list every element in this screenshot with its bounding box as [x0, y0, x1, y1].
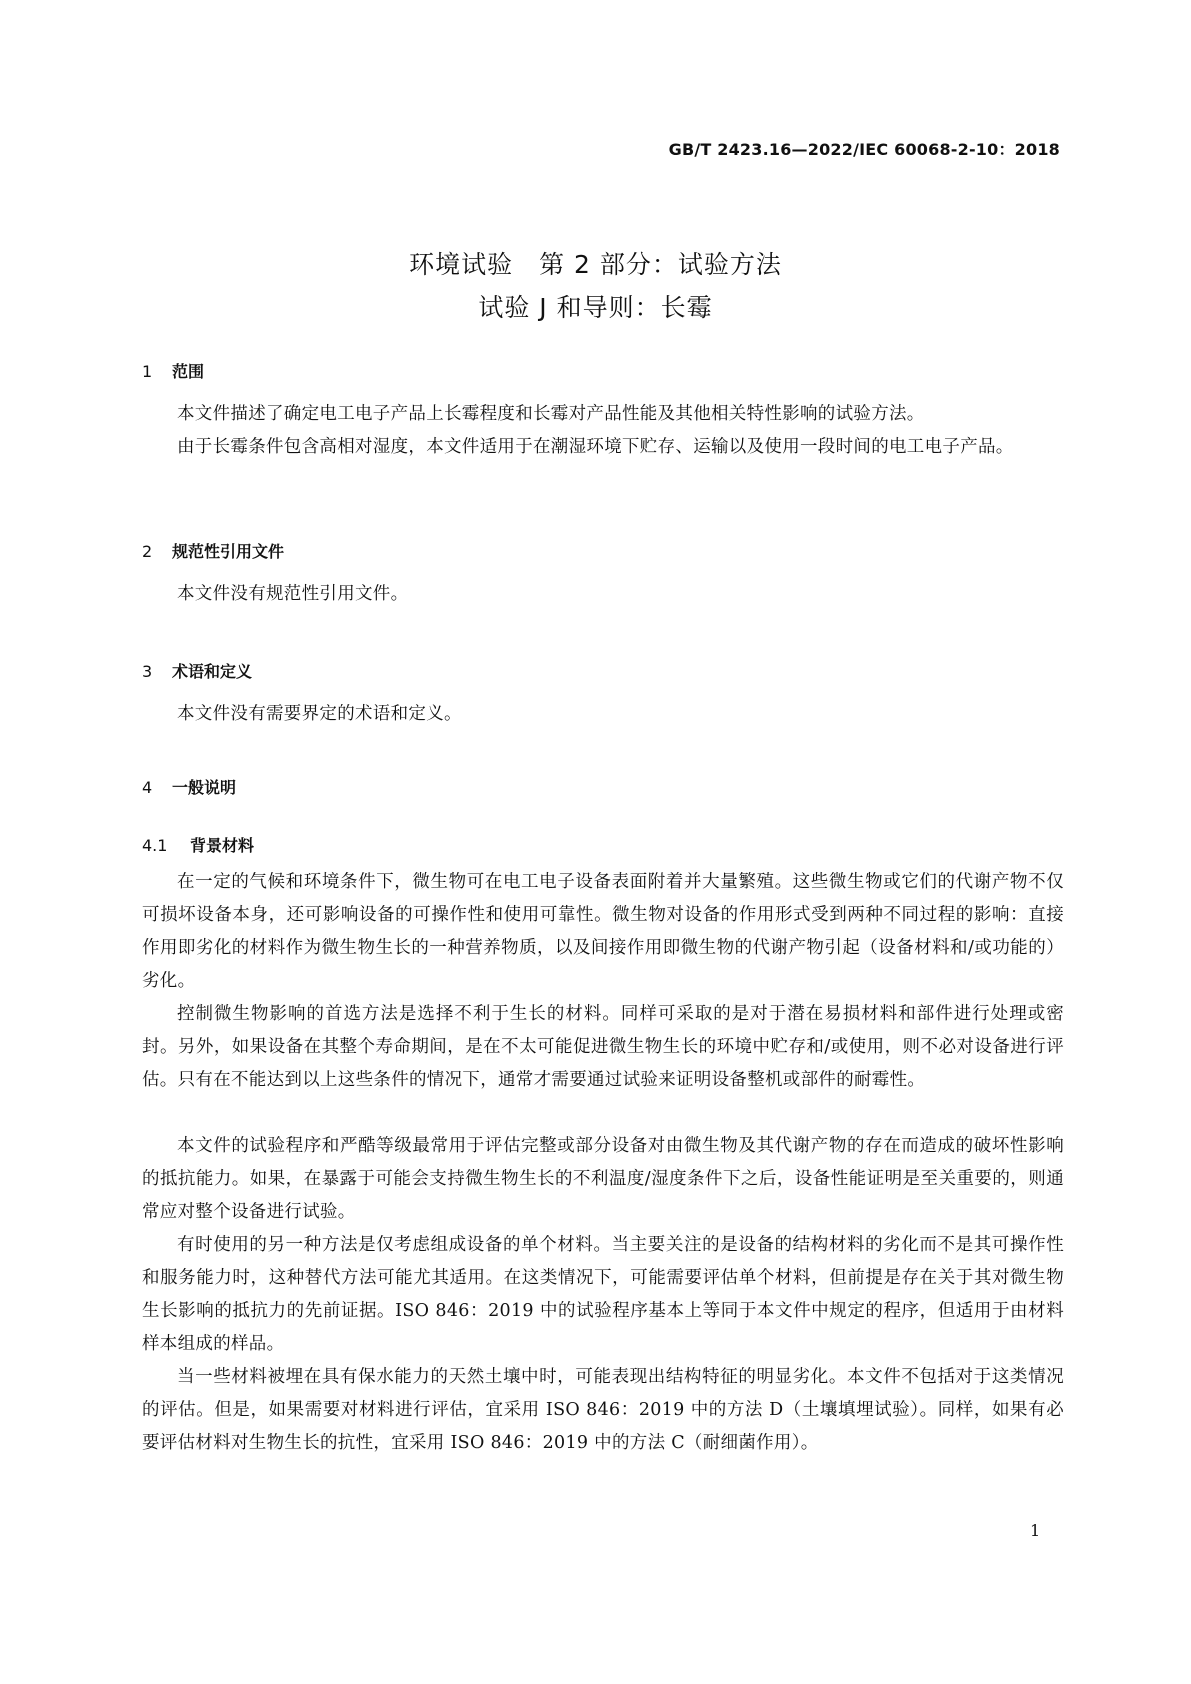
paragraph: 本文件描述了确定电工电子产品上长霉程度和长霉对产品性能及其他相关特性影响的试验方法。 [177, 404, 925, 424]
paragraph: 当一些材料被埋在具有保水能力的天然土壤中时，可能表现出结构特征的明显劣化。本文件不包括对于这类情况的评估。但是，如果需要对材料进行评估，宜采用 ISO 846：2019 中的方法 D（土壤填埋试验）。同样，如果有必要评估材料对生物生长的抗性，宜采用 ISO 846：2019 中的方法 C（耐细菌作用）。 [142, 1367, 1064, 1453]
section-title: 术语和定义 [172, 662, 253, 681]
standard-number-header: GB/T 2423.16—2022/IEC 60068-2-10：2018 [668, 140, 1060, 159]
section-title: 背景材料 [190, 836, 255, 855]
document-title-line-2: 试验 J 和导则：长霉 [478, 293, 713, 322]
page-number: 1 [1030, 1521, 1041, 1540]
section-title: 一般说明 [172, 778, 237, 797]
paragraph: 由于长霉条件包含高相对湿度，本文件适用于在潮湿环境下贮存、运输以及使用一段时间的电工电子产品。 [177, 437, 1014, 457]
section-number: 1 [142, 362, 153, 381]
section-4-heading [142, 775, 236, 798]
section-number: 3 [142, 662, 153, 681]
paragraph: 在一定的气候和环境条件下，微生物可在电工电子设备表面附着并大量繁殖。这些微生物或它们的代谢产物不仅可损坏设备本身，还可影响设备的可操作性和使用可靠性。微生物对设备的作用形式受到两种不同过程的影响：直接作用即劣化的材料作为微生物生长的一种营养物质，以及间接作用即微生物的代谢产物引起（设备材料和/或功能的）劣化。 [142, 872, 1064, 991]
paragraph: 本文件没有规范性引用文件。 [177, 584, 409, 604]
document-title-line-1: 环境试验 第 2 部分：试验方法 [409, 250, 782, 279]
paragraph: 控制微生物影响的首选方法是选择不利于生长的材料。同样可采取的是对于潜在易损材料和部件进行处理或密封。另外，如果设备在其整个寿命期间，是在不太可能促进微生物生长的环境中贮存和/或使用，则不必对设备进行评估。只有在不能达到以上这些条件的情况下，通常才需要通过试验来证明设备整机或部件的耐霉性。 [142, 1004, 1064, 1090]
section-2-heading [142, 539, 284, 562]
section-number: 4.1 [142, 836, 168, 855]
section-title: 规范性引用文件 [172, 542, 285, 561]
section-number: 4 [142, 778, 153, 797]
paragraph: 有时使用的另一种方法是仅考虑组成设备的单个材料。当主要关注的是设备的结构材料的劣化而不是其可操作性和服务能力时，这种替代方法可能尤其适用。在这类情况下，可能需要评估单个材料，但前提是存在关于其对微生物生长影响的抵抗力的先前证据。ISO 846：2019 中的试验程序基本上等同于本文件中规定的程序，但适用于由材料样本组成的样品。 [142, 1235, 1064, 1354]
section-3-heading [142, 659, 252, 682]
section-number: 2 [142, 542, 153, 561]
paragraph: 本文件没有需要界定的术语和定义。 [177, 704, 462, 724]
section-1-heading [142, 359, 204, 382]
section-4-1-heading [142, 833, 254, 856]
section-title: 范围 [172, 362, 205, 381]
paragraph: 本文件的试验程序和严酷等级最常用于评估完整或部分设备对由微生物及其代谢产物的存在而造成的破坏性影响的抵抗能力。如果，在暴露于可能会支持微生物生长的不利温度/湿度条件下之后，设备性能证明是至关重要的，则通常应对整个设备进行试验。 [142, 1136, 1064, 1222]
